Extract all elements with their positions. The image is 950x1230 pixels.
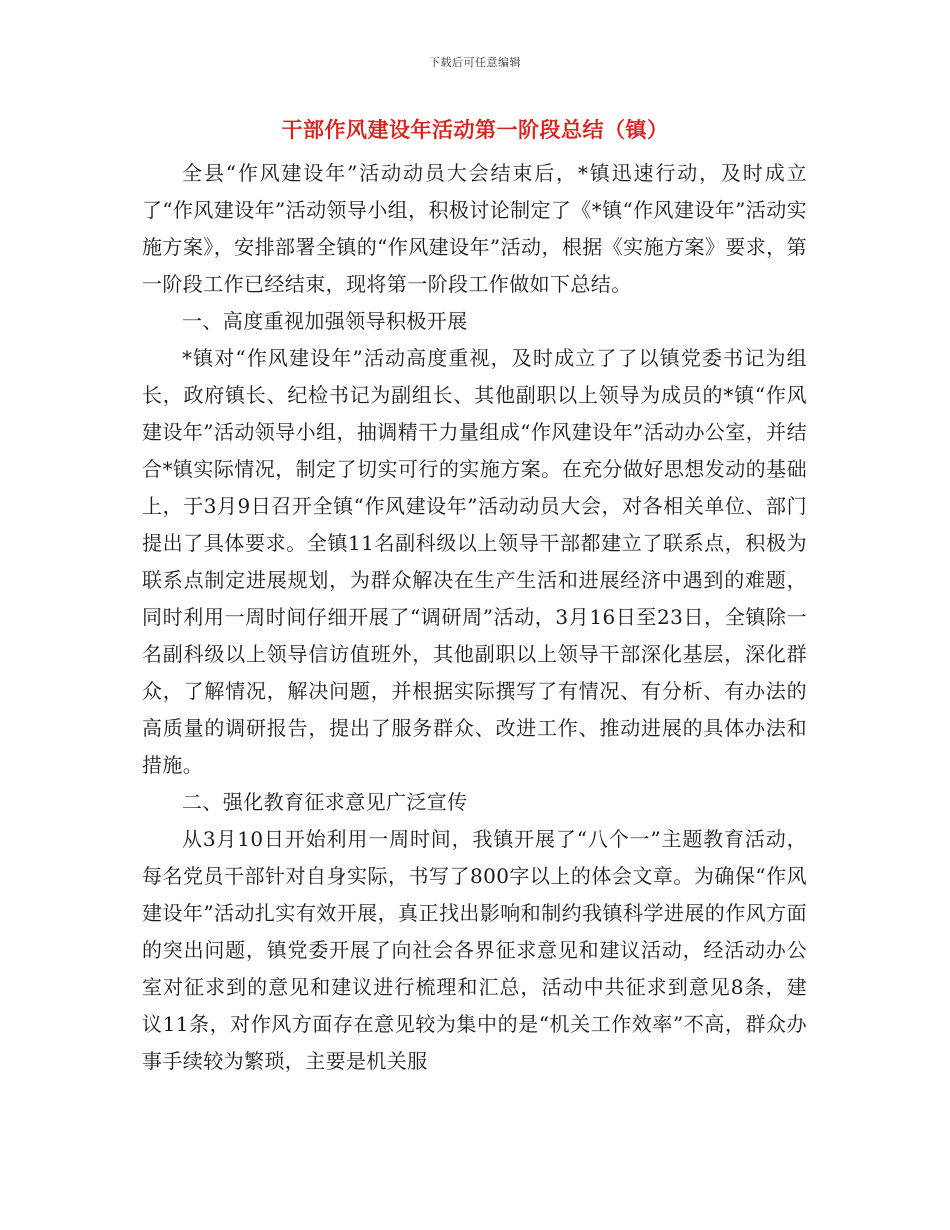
header-note: 下载后可任意编辑: [429, 56, 521, 69]
section-heading-2: 二、强化教育征求意见广泛宣传: [182, 790, 468, 814]
paragraph-intro: 全县“作风建设年”活动动员大会结束后，*镇迅速行动，及时成立了“作风建设年”活动领导小组，积极讨论制定了《*镇“作风建设年”活动实施方案》，安排部署全镇的“作风建设年”活动，根据《实施方案》要求，第一阶段工作已经结束，现将第一阶段工作做如下总结。: [142, 161, 807, 296]
section-heading-1: 一、高度重视加强领导积极开展: [182, 309, 468, 333]
document-body: [142, 155, 807, 1080]
paragraph-section-1: *镇对“作风建设年”活动高度重视，及时成立了了以镇党委书记为组长，政府镇长、纪检书记为副组长、其他副职以上领导为成员的*镇“作风建设年”活动领导小组，抽调精干力量组成“作风建设年”活动办公室，并结合*镇实际情况，制定了切实可行的实施方案。在充分做好思想发动的基础上，于3月9日召开全镇“作风建设年”活动动员大会，对各相关单位、部门提出了具体要求。全镇11名副科级以上领导干部都建立了联系点，积极为联系点制定进展规划，为群众解决在生产生活和进展经济中遇到的难题，同时利用一周时间仔细开展了“调研周”活动，3月16日至23日，全镇除一名副科级以上领导信访值班外，其他副职以上领导干部深化基层，深化群众，了解情况，解决问题，并根据实际撰写了有情况、有分析、有办法的高质量的调研报告，提出了服务群众、改进工作、推动进展的具体办法和措施。: [142, 346, 807, 777]
document-title: 干部作风建设年活动第一阶段总结（镇）: [281, 117, 669, 142]
paragraph-section-2: 从3月10日开始利用一周时间，我镇开展了“八个一”主题教育活动，每名党员干部针对自身实际，书写了800字以上的体会文章。为确保“作风建设年”活动扎实有效开展，真正找出影响和制约我镇科学进展的作风方面的突出问题，镇党委开展了向社会各界征求意见和建议活动，经活动办公室对征求到的意见和建议进行梳理和汇总，活动中共征求到意见8条，建议11条，对作风方面存在意见较为集中的是“机关工作效率”不高，群众办事手续较为繁琐，主要是机关服: [142, 827, 807, 1073]
